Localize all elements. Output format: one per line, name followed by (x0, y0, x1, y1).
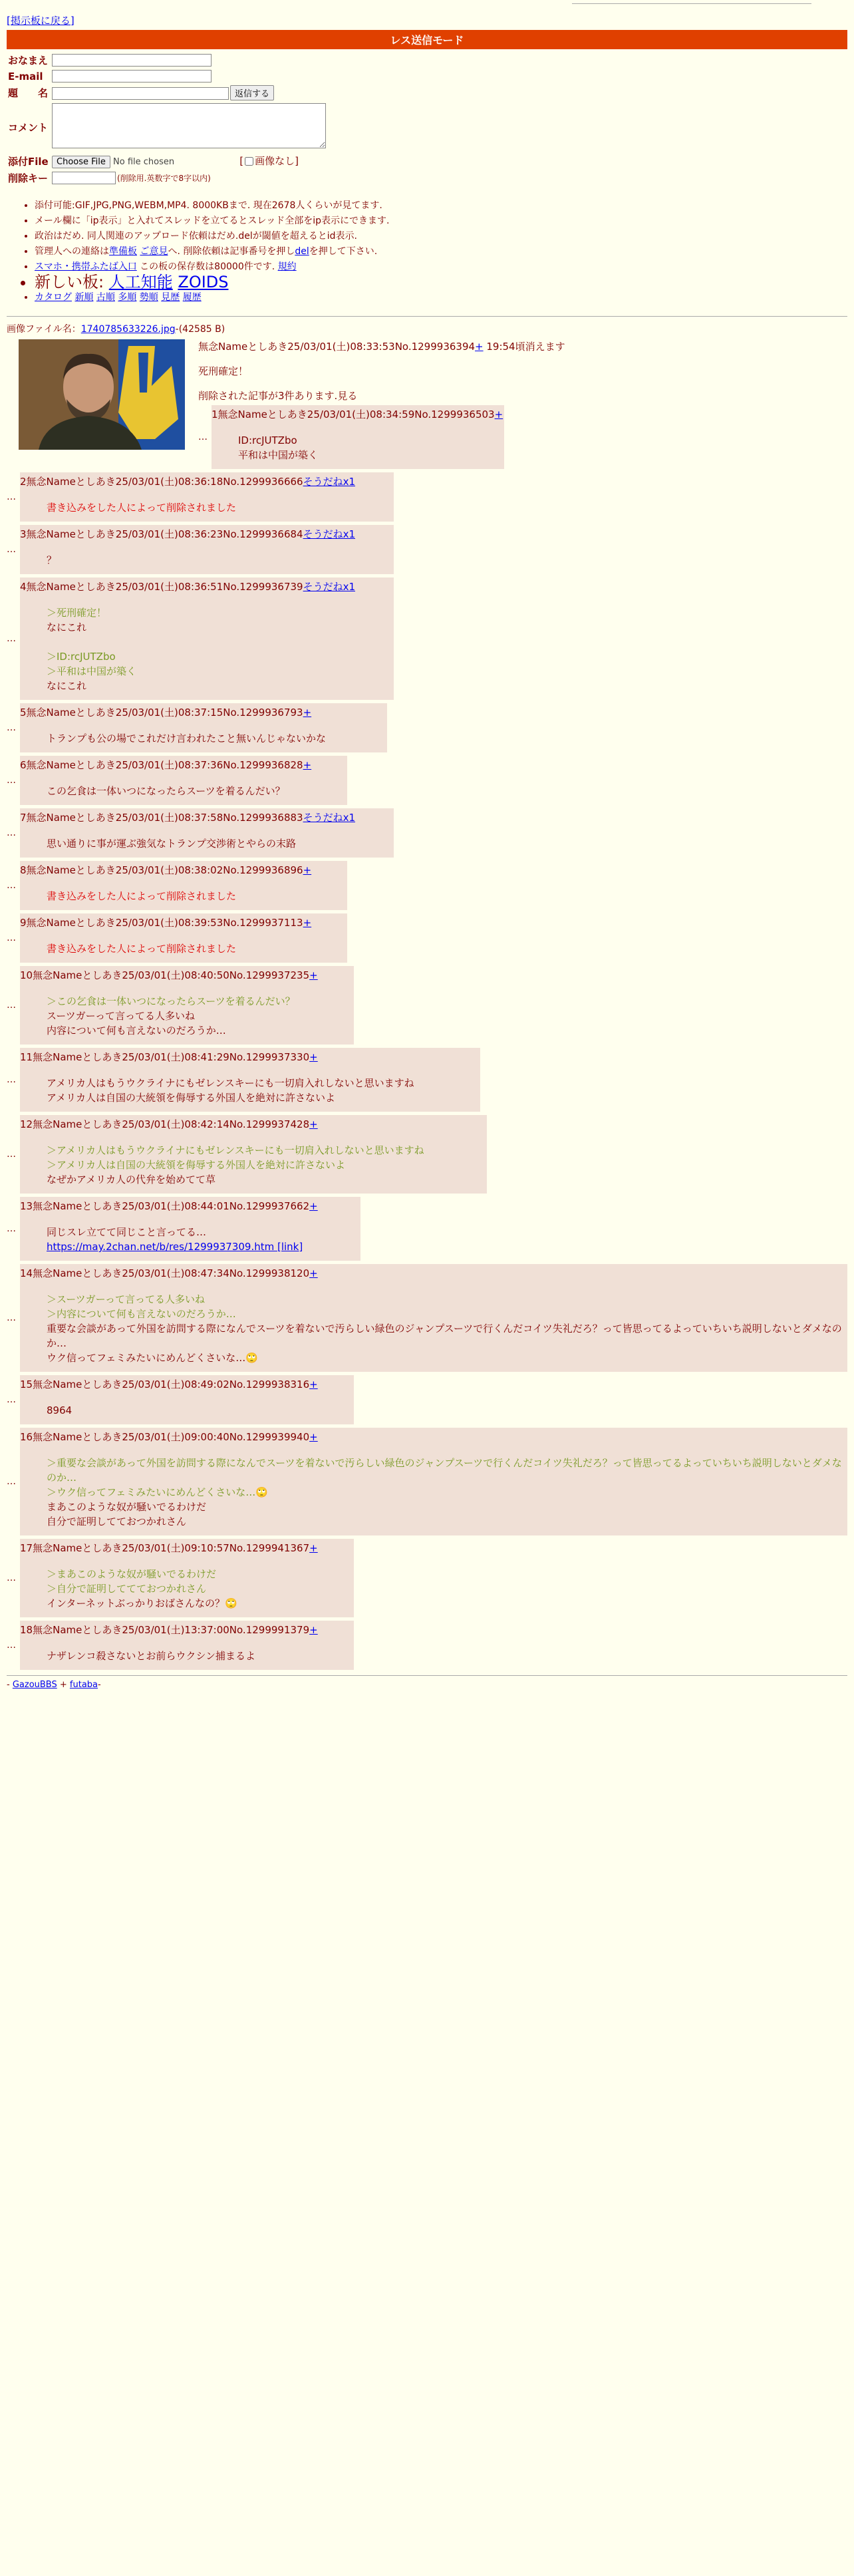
reply-1 (198, 405, 565, 469)
reply-2 (7, 472, 847, 522)
reply-box (20, 1621, 354, 1670)
reply-body (47, 1076, 479, 1105)
reply-box (20, 577, 394, 700)
reply-plus-link[interactable]: + (309, 1200, 318, 1212)
email-label: E-mail (8, 70, 43, 82)
reply-3 (7, 525, 847, 574)
reply-line: スーツガーって言ってる人多いね (47, 1010, 196, 1022)
reply-box (20, 703, 387, 752)
reply-dots: … (7, 775, 16, 786)
new-board-ai-link[interactable]: 人工知能 (108, 273, 173, 291)
reply-line: 重要な会談があって外国を訪問する際になんでスーツを着ないで汚らしい緑色のジャンプスーツで行くんだコイツ失礼だろ？って皆思ってるよっていちいち説明しないとダメなのか… (47, 1323, 842, 1349)
reply-line: 自分で証明してておつかれさん (47, 1516, 186, 1528)
show-deleted-link[interactable]: 見る (337, 390, 358, 402)
reply-box (20, 1048, 480, 1112)
reply-line: ＞ウク信ってフェミみたいにめんどくさいな…🙄 (47, 1486, 268, 1498)
reply-box (20, 472, 394, 522)
reply-line: ＞まあこのような奴が騒いでるわけだ (47, 1568, 217, 1580)
reply-body (47, 1456, 846, 1529)
reply-header: 11無念Nameとしあき25/03/01(土)08:41:29No.1299937330+ (20, 1051, 318, 1063)
reply-line: ウク信ってフェミみたいにめんどくさいな…🙄 (47, 1352, 258, 1364)
thread-divider (7, 316, 847, 317)
reply-line: まあこのような奴が騒いでるわけだ (47, 1501, 207, 1513)
reply-18 (7, 1621, 847, 1670)
delkey-note: (削除用.英数字で8字以内) (117, 174, 211, 183)
reply-line: ＞死刑確定！ (47, 607, 107, 619)
reply-line: インターネットぶっかりおばさんなの？🙄 (47, 1597, 237, 1609)
catalog-nav-link[interactable]: 見歴 (161, 292, 180, 303)
reply-plus-link[interactable]: + (309, 1051, 318, 1063)
reply-5 (7, 703, 847, 752)
no-image-checkbox[interactable] (245, 157, 253, 166)
gazoubbs-link[interactable]: GazouBBS (12, 1680, 57, 1690)
page (0, 13, 854, 1690)
reply-line: ナザレンコ殺さないとお前らウクシン捕まるよ (47, 1650, 255, 1662)
reply-line: トランプも公の場でこれだけ言われたこと無いんじゃないかな (47, 732, 327, 744)
choose-file-button[interactable]: Choose File (52, 156, 110, 168)
note-item: • メール欄に「ip表示」と入れてスレッドを立てるとスレッド全部をip表示にできます. (35, 214, 847, 229)
reply-dots: … (198, 432, 208, 442)
reply-header: 5無念Nameとしあき25/03/01(土)08:37:15No.1299936793+ (20, 707, 312, 719)
reply-dots: … (7, 1223, 16, 1234)
reply-17 (7, 1539, 847, 1617)
no-image-option: [ 画像なし] (239, 155, 299, 167)
reply-box (20, 1539, 354, 1617)
footer-divider (7, 1675, 847, 1676)
thumbnail-illustration (19, 339, 185, 450)
reply-header: 14無念Nameとしあき25/03/01(土)08:47:34No.1299938120+ (20, 1267, 318, 1279)
reply-7 (7, 808, 847, 858)
catalog-nav-link[interactable]: カタログ (35, 292, 72, 303)
new-boards-item: • 新しい板: 人工知能 ZOIDS (35, 275, 847, 290)
thread-file-info: 画像ファイル名：1740785633226.jpg-(42585 B) (7, 324, 225, 335)
reply-9 (7, 913, 847, 963)
no-image-label: 画像なし (255, 155, 295, 167)
submit-reply-button[interactable]: 返信する (230, 85, 274, 100)
reply-body (47, 1292, 846, 1365)
reply-header: 3無念Nameとしあき25/03/01(土)08:36:23No.1299936684そうだねx1 (20, 528, 355, 540)
reply-line: 思い通りに事が運ぶ強気なトランプ交渉術とやらの末路 (47, 838, 297, 850)
note-item: • 管理人への連絡は準備板 ご意見へ. 削除依頼は記事番号を押しdelを押して下さい. (35, 244, 847, 259)
reply-4 (7, 577, 847, 700)
reply-body (47, 941, 346, 956)
reply-line: なぜかアメリカ人の代弁を始めてて草 (47, 1174, 215, 1186)
catalog-nav-link[interactable]: 古順 (96, 292, 115, 303)
sodane-link[interactable]: そうだねx1 (303, 528, 355, 540)
reply-header: 13無念Nameとしあき25/03/01(土)08:44:01No.1299937662+ (20, 1200, 318, 1212)
reply-body (47, 994, 353, 1038)
reply-mode-bar: レス送信モード (7, 30, 847, 49)
mobile-entrance-link[interactable]: スマホ・携帯ふたば入口 (35, 261, 137, 272)
delkey-label: 削除キー (8, 172, 49, 184)
reply-body (47, 553, 392, 567)
new-board-zoids-link[interactable]: ZOIDS (178, 273, 229, 291)
reply-box (20, 966, 354, 1045)
reply-8 (7, 861, 847, 910)
reply-box (20, 1264, 847, 1372)
reply-dots: … (7, 933, 16, 943)
reply-dots: … (7, 1476, 16, 1487)
thread-link[interactable]: https://may.2chan.net/b/res/1299937309.htm [link] (47, 1241, 303, 1253)
reply-line: ＞ID:rcJUTZbo (47, 651, 116, 663)
reply-dots: … (7, 1394, 16, 1405)
sodane-link[interactable]: そうだねx1 (303, 476, 355, 488)
reply-header: 18無念Nameとしあき25/03/01(土)13:37:00No.1299991379+ (20, 1624, 318, 1636)
reply-box (20, 913, 347, 963)
name-label: おなまえ (8, 55, 49, 67)
reply-body (47, 836, 392, 851)
reply-13 (7, 1197, 847, 1261)
del-link[interactable]: del (295, 246, 309, 257)
reply-dots: … (7, 492, 16, 502)
reply-header: 6無念Nameとしあき25/03/01(土)08:37:36No.1299936828+ (20, 759, 312, 771)
reply-line: ＞平和は中国が築く (47, 665, 137, 677)
reply-box (20, 1428, 847, 1535)
reply-body (47, 605, 392, 693)
reply-dots: … (7, 723, 16, 733)
reply-plus-link[interactable]: + (309, 1542, 318, 1554)
reply-line: 書き込みをした人によって削除されました (47, 502, 237, 514)
opinion-link[interactable]: ご意見 (140, 246, 168, 257)
reply-body (47, 1143, 486, 1187)
reply-body (238, 433, 503, 462)
reply-plus-link[interactable]: + (303, 917, 312, 929)
sodane-link[interactable]: そうだねx1 (303, 581, 355, 593)
reply-header: 9無念Nameとしあき25/03/01(土)08:39:53No.1299937113+ (20, 917, 312, 929)
reply-body (47, 1567, 353, 1611)
reply-line: ID:rcJUTZbo (238, 434, 297, 446)
reply-6 (7, 756, 847, 805)
reply-dots: … (7, 1313, 16, 1323)
reply-dots: … (7, 544, 16, 555)
reply-plus-link[interactable]: + (309, 1118, 318, 1130)
reply-plus-link[interactable]: + (494, 408, 503, 420)
reply-11 (7, 1048, 847, 1112)
reply-dots: … (7, 1074, 16, 1085)
reply-15 (7, 1375, 847, 1424)
reply-header: 1無念Nameとしあき25/03/01(土)08:34:59No.1299936503+ (212, 408, 503, 420)
reply-header: 15無念Nameとしあき25/03/01(土)08:49:02No.1299938316+ (20, 1378, 318, 1390)
note-item: • 政治はだめ. 同人関連のアップロード依頼はだめ.delが閾値を超えるとid表示. (35, 229, 847, 244)
reply-16 (7, 1428, 847, 1535)
subject-label: 題 名 (8, 87, 49, 99)
reply-line: 8964 (47, 1404, 72, 1416)
reply-body (47, 1403, 353, 1418)
no-file-text: No file chosen (113, 157, 175, 167)
back-to-board-link[interactable]: [掲示板に戻る] (7, 15, 74, 27)
reply-body (47, 889, 346, 903)
reply-box (20, 1197, 360, 1261)
reply-dots: … (7, 880, 16, 891)
reply-line: ＞重要な会談があって外国を訪問する際になんでスーツを着ないで汚らしい緑色のジャンプスーツで行くんだコイツ失礼だろ？って皆思ってるよっていちいち説明しないとダメなのか… (47, 1457, 842, 1484)
name-input[interactable] (52, 54, 212, 67)
reply-plus-link[interactable]: + (309, 1624, 318, 1636)
reply-14 (7, 1264, 847, 1372)
thread-thumbnail-image[interactable] (19, 339, 185, 450)
reply-line: この乞食は一体いつになったらスーツを着るんだい？ (47, 785, 285, 797)
reply-box (20, 756, 347, 805)
reply-plus-link[interactable]: + (303, 759, 312, 771)
reply-box (20, 1115, 487, 1194)
sodane-link[interactable]: そうだねx1 (303, 812, 355, 824)
reply-dots: … (7, 633, 16, 644)
reply-line (47, 635, 392, 649)
reply-line: ？ (47, 554, 57, 566)
footer: - GazouBBS + futaba- (7, 1680, 101, 1690)
reply-header: 17無念Nameとしあき25/03/01(土)09:10:57No.1299941367+ (20, 1542, 318, 1554)
reply-plus-link[interactable]: + (309, 969, 318, 981)
reply-plus-link[interactable]: + (303, 707, 312, 719)
post-form (7, 52, 327, 186)
top-divider (572, 3, 811, 4)
comment-textarea[interactable] (52, 103, 326, 148)
catalog-nav-link[interactable]: 履歴 (182, 292, 202, 303)
op-post (7, 339, 847, 469)
op-body (198, 339, 565, 469)
subject-input[interactable] (52, 87, 229, 100)
catalog-nav-link[interactable]: 新順 (74, 292, 94, 303)
reply-header: 8無念Nameとしあき25/03/01(土)08:38:02No.1299936896+ (20, 864, 312, 876)
reply-10 (7, 966, 847, 1045)
reply-dots: … (7, 1149, 16, 1160)
reply-line: ＞スーツガーって言ってる人多いね (47, 1293, 206, 1305)
deleted-note: 削除された記事が3件あります.見る (198, 390, 358, 402)
reply-line: ＞自分で証明しててておつかれさん (47, 1583, 206, 1595)
reply-dots: … (7, 1640, 16, 1651)
reply-header: 10無念Nameとしあき25/03/01(土)08:40:50No.1299937235+ (20, 969, 318, 981)
email-input[interactable] (52, 70, 212, 82)
reply-line: 平和は中国が築く (238, 449, 319, 461)
reply-body (47, 1225, 359, 1254)
reply-line: ＞アメリカ人はもうウクライナにもゼレンスキーにも一切肩入れしないと思いますね (47, 1144, 424, 1156)
reply-header: 7無念Nameとしあき25/03/01(土)08:37:58No.1299936883そうだねx1 (20, 812, 355, 824)
reply-header: 16無念Nameとしあき25/03/01(土)09:00:40No.1299939940+ (20, 1431, 318, 1443)
reply-plus-link[interactable]: + (309, 1267, 318, 1279)
note-item: • 添付可能:GIF,JPG,PNG,WEBM,MP4. 8000KBまで. 現在2678人くらいが見てます. (35, 198, 847, 214)
junbi-board-link[interactable]: 準備板 (109, 246, 137, 257)
futaba-link[interactable]: futaba (69, 1680, 98, 1690)
reply-plus-link[interactable]: + (303, 864, 312, 876)
reply-box (212, 405, 504, 469)
op-header: 無念Nameとしあき25/03/01(土)08:33:53No.1299936394+ 19:54頃消えます (198, 341, 565, 353)
reply-plus-link[interactable]: + (309, 1431, 318, 1443)
reply-line: ＞内容について何も言えないのだろうか… (47, 1308, 236, 1320)
catalog-nav-link[interactable]: 多順 (118, 292, 137, 303)
reply-body (47, 500, 392, 515)
reply-line: ＞この乞食は一体いつになったらスーツを着るんだい？ (47, 995, 295, 1007)
reply-box (20, 525, 394, 574)
op-plus-link[interactable]: + (475, 341, 484, 353)
reply-line: なにこれ (47, 621, 87, 633)
op-text: 死刑確定！ (198, 365, 249, 377)
board-notes (7, 198, 847, 305)
rules-link[interactable]: 規約 (277, 261, 297, 272)
reply-header: 12無念Nameとしあき25/03/01(土)08:42:14No.1299937428+ (20, 1118, 318, 1130)
reply-header: 4無念Nameとしあき25/03/01(土)08:36:51No.1299936739そうだねx1 (20, 581, 355, 593)
note-item: • スマホ・携帯ふたば入口 この板の保存数は80000件です. 規約 (35, 259, 847, 275)
reply-line: 書き込みをした人によって削除されました (47, 943, 237, 955)
reply-body (47, 1649, 353, 1663)
reply-line: なにこれ (47, 680, 87, 692)
reply-body (47, 784, 346, 798)
reply-dots: … (7, 828, 16, 838)
replies-list (7, 472, 847, 1670)
reply-line: 内容について何も言えないのだろうか… (47, 1025, 226, 1037)
catalog-nav (35, 290, 847, 305)
file-label: 添付File (8, 155, 49, 168)
reply-line: 同じスレ立てて同じこと言ってる… (47, 1226, 207, 1238)
reply-line: アメリカ人はもうウクライナにもゼレンスキーにも一切肩入れしないと思いますね (47, 1077, 414, 1089)
reply-12 (7, 1115, 847, 1194)
reply-body (47, 731, 386, 746)
delkey-input[interactable] (52, 172, 116, 184)
reply-dots: … (7, 1573, 16, 1583)
reply-line: 書き込みをした人によって削除されました (47, 890, 237, 902)
reply-plus-link[interactable]: + (309, 1378, 318, 1390)
image-file-link[interactable]: 1740785633226.jpg (80, 324, 176, 335)
reply-header: 2無念Nameとしあき25/03/01(土)08:36:18No.1299936666そうだねx1 (20, 476, 355, 488)
reply-box (20, 861, 347, 910)
reply-dots: … (7, 1000, 16, 1011)
catalog-nav-link[interactable]: 勢順 (139, 292, 158, 303)
comment-label: コメント (8, 121, 49, 134)
reply-box (20, 808, 394, 858)
reply-line: アメリカ人は自国の大統領を侮辱する外国人を絶対に許さないよ (47, 1092, 335, 1104)
reply-box (20, 1375, 354, 1424)
reply-line: ＞アメリカ人は自国の大統領を侮辱する外国人を絶対に許さないよ (47, 1159, 345, 1171)
